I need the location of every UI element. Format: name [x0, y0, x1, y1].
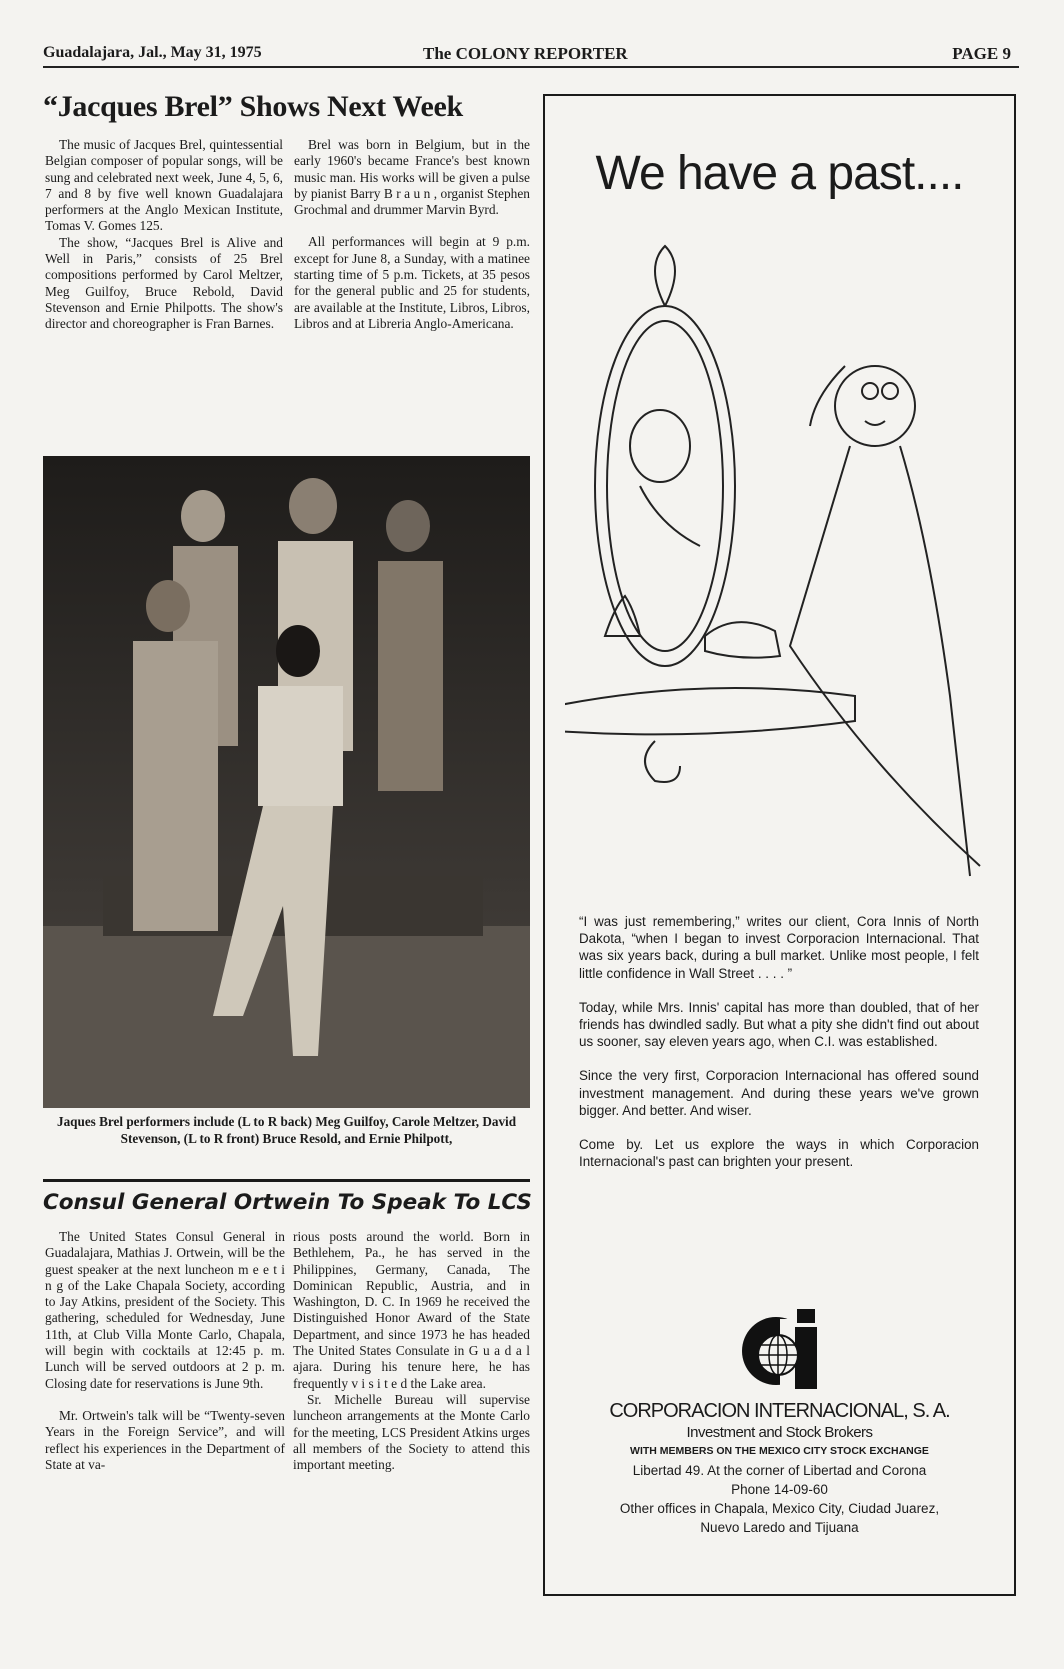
- paragraph: The show, “Jacques Brel is Alive and Well in Paris,” consists of 25 Brel compositions performed by Carol Meltzer, Meg Guilfoy, Bruce Rebold, David Stevenson and Ernie Philpotts. The show's director and choreographer is Fran Barnes.: [45, 234, 283, 332]
- ad-paragraph: Since the very first, Corporacion Internacional has offered sound investment management. And during these years we've grown bigger. And better. And wiser.: [579, 1068, 979, 1118]
- company-address: Libertad 49. At the corner of Libertad and Corona: [632, 1463, 927, 1478]
- paragraph: The music of Jacques Brel, quintessential Belgian composer of popular songs, will be sung and celebrated next week, June 4, 5, 6, 7 and 8 by five well known Guadalajara performers at the Anglo Mexican Institute, Tomas V. Gomes 125.: [45, 137, 283, 234]
- exchange-members: WITH MEMBERS ON THE MEXICO CITY STOCK EXCHANGE: [630, 1445, 929, 1457]
- ad-paragraph: “I was just remembering,” writes our client, Cora Innis of North Dakota, “when I began to invest Corporacion Internacional. That was six years back, during a bull market. Unlike most people, I felt little confidence in Wall Street . . . . ”: [579, 914, 979, 981]
- brel-column-1: [45, 137, 283, 333]
- paragraph: The United States Consul General in Guadalajara, Mathias J. Ortwein, will be the guest speaker at the next luncheon m e e t i n g of the Lake Chapala Society, according to Jay Atkins, president of the Society. This gathering, scheduled for Wednesday, June 11th, at Club Villa Monte Carlo, Chapala, will begin with cocktails at 12:45 p. m. Lunch will be served outdoors at 2 p. m. Closing date for reservations is June 9th.: [45, 1229, 285, 1391]
- page-header: [43, 40, 1019, 64]
- mirror-illustration: [565, 236, 995, 906]
- page-number: PAGE 9: [952, 44, 1011, 63]
- company-tagline: Investment and Stock Brokers: [686, 1424, 873, 1441]
- ad-paragraph: Today, while Mrs. Innis' capital has more than doubled, that of her friends has dwindled sadly. But what a pity she didn't find out about us sooner, say eleven years ago, when C.I. was established.: [579, 999, 979, 1050]
- other-offices: Other offices in Chapala, Mexico City, Ciudad Juarez,: [619, 1501, 940, 1516]
- brel-column-2: [294, 137, 530, 332]
- section-rule: [43, 1179, 530, 1182]
- paragraph: Sr. Michelle Bureau will supervise luncheon arrangements at the Monte Carlo for the meeting, LCS President Atkins urges all members of the Society to attend this important meeting.: [293, 1391, 530, 1473]
- company-name: CORPORACION INTERNACIONAL, S. A.: [609, 1400, 950, 1422]
- ad-body: [579, 913, 979, 1187]
- masthead: The COLONY REPORTER: [423, 44, 628, 63]
- consul-column-1: [45, 1229, 285, 1473]
- headline-consul: Consul General Ortwein To Speak To LCS: [43, 1190, 532, 1215]
- dateline: Guadalajara, Jal., May 31, 1975: [43, 44, 262, 61]
- ad-paragraph: Come by. Let us explore the ways in which Corporacion Internacional's past can brighten your present.: [579, 1137, 979, 1170]
- consul-column-2: [293, 1229, 530, 1473]
- headline-brel: “Jacques Brel” Shows Next Week: [43, 90, 463, 123]
- other-offices-cont: Nuevo Laredo and Tijuana: [700, 1520, 859, 1535]
- photo-caption: Jaques Brel performers include (L to R back) Meg Guilfoy, Carole Meltzer, David Stevenson, (L to R front) Bruce Resold, and Ernie Philpott,: [56, 1114, 517, 1146]
- ci-globe-logo: [740, 1309, 820, 1389]
- paragraph: Brel was born in Belgium, but in the early 1960's became France's best known music man. His works will be given a pulse by pianist Barry B r a u n , organist Stephen Grochmal and drummer Marvin Byrd.: [294, 137, 530, 218]
- paragraph: Mr. Ortwein's talk will be “Twenty-seven Years in the Foreign Service”, and will reflect his experiences in the Department of State at va-: [45, 1407, 285, 1472]
- paragraph: All performances will begin at 9 p.m. except for June 8, a Sunday, with a matinee starting time of 5 p.m. Tickets, at 35 pesos for the general public and 25 for students, are available at the Institute, Libros, Libros, Libros and at Libreria Anglo-Americana.: [294, 234, 530, 331]
- corporacion-ad: [543, 94, 1016, 1596]
- header-rule: [43, 66, 1019, 68]
- paragraph: rious posts around the world. Born in Bethlehem, Pa., he has served in the Philippines, Germany, Canada, The Dominican Republic, Austria, and in Washington, D. C. In 1969 he received the Distinguished Honor Award of the State Department, and since 1973 he has headed The United States Consulate in G u a d a l ajara. During his tenure here, he has frequently v i s i t e d the Lake area.: [293, 1229, 530, 1391]
- company-phone: Phone 14-09-60: [731, 1482, 828, 1497]
- ad-title: We have a past....: [595, 147, 964, 200]
- performers-photo: [43, 456, 530, 1108]
